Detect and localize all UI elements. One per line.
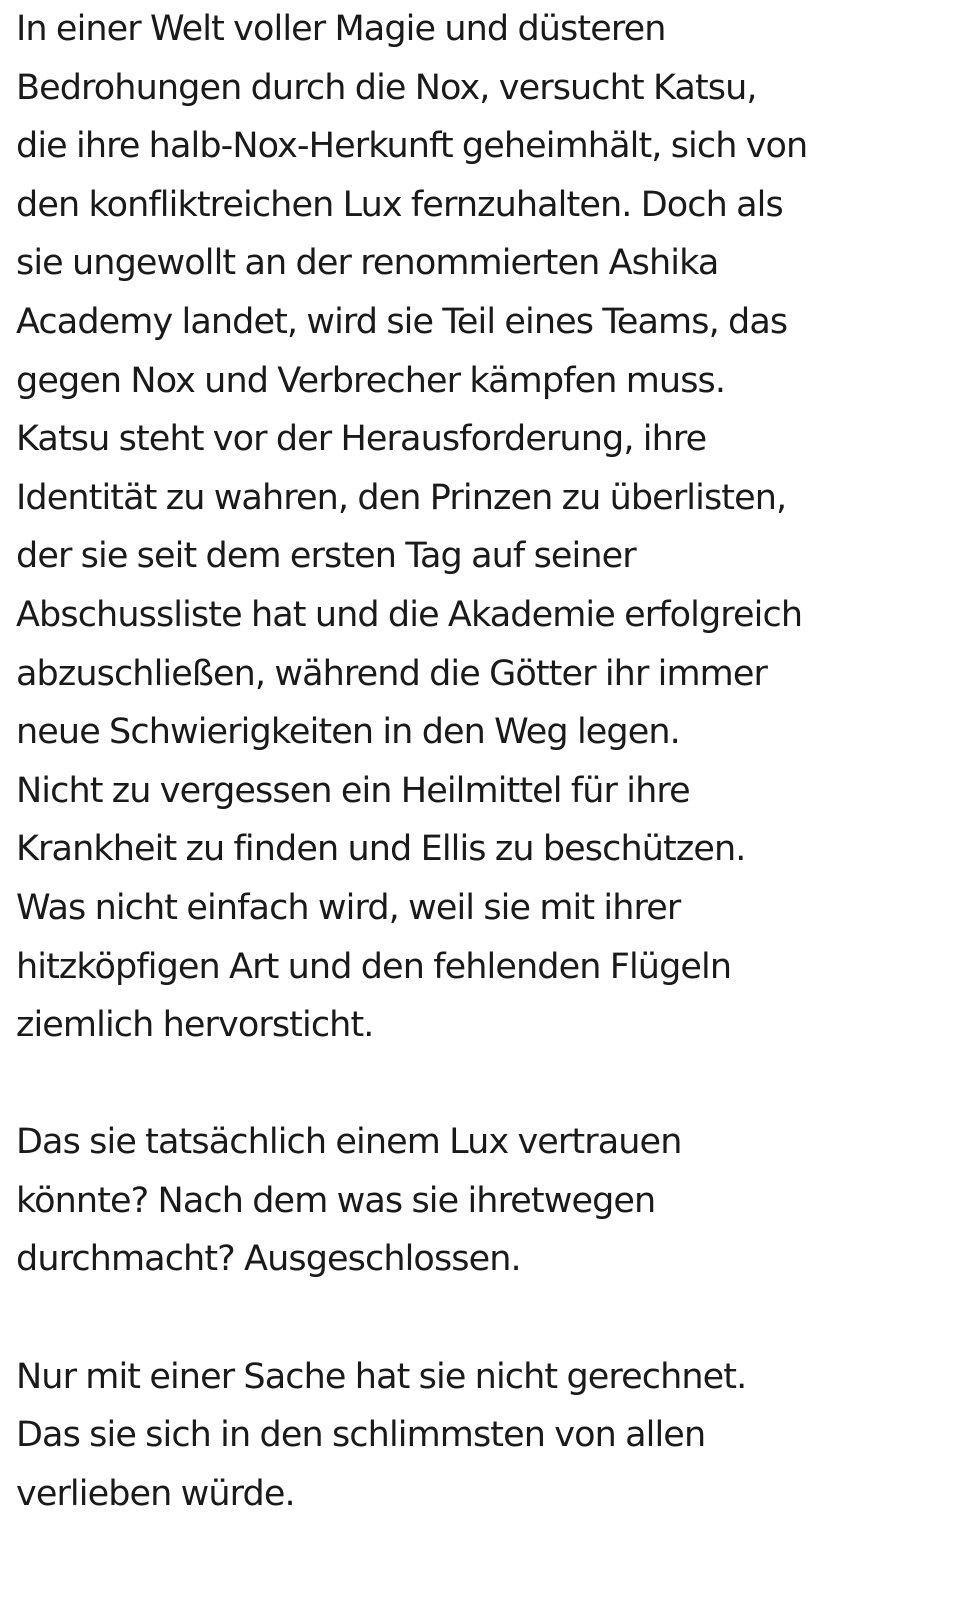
text-line: die ihre halb-Nox-Herkunft geheimhält, sich von xyxy=(16,126,808,167)
text-line: gegen Nox und Verbrecher kämpfen muss. xyxy=(16,360,726,401)
text-line: könnte? Nach dem was sie ihretwegen xyxy=(16,1180,656,1221)
text-line: verlieben würde. xyxy=(16,1473,295,1514)
text-line: Krankheit zu finden und Ellis zu beschützen. xyxy=(16,829,746,870)
paragraph-1 xyxy=(16,0,956,1055)
text-line: neue Schwierigkeiten in den Weg legen. xyxy=(16,712,680,753)
text-line: Was nicht einfach wird, weil sie mit ihrer xyxy=(16,887,681,928)
text-line: abzuschließen, während die Götter ihr immer xyxy=(16,653,767,694)
text-line: Das sie tatsächlich einem Lux vertrauen xyxy=(16,1122,682,1163)
text-line: den konfliktreichen Lux fernzuhalten. Doch als xyxy=(16,184,783,225)
paragraph-3 xyxy=(16,1348,956,1524)
text-line: durchmacht? Ausgeschlossen. xyxy=(16,1239,521,1280)
text-line: der sie seit dem ersten Tag auf seiner xyxy=(16,536,636,577)
paragraph-gap xyxy=(16,1289,956,1348)
text-line: Das sie sich in den schlimmsten von allen xyxy=(16,1415,706,1456)
text-line: Academy landet, wird sie Teil eines Teams, das xyxy=(16,301,788,342)
text-line: sie ungewollt an der renommierten Ashika xyxy=(16,243,719,284)
text-line: Nicht zu vergessen ein Heilmittel für ihre xyxy=(16,770,690,811)
story-text xyxy=(16,0,956,1523)
text-line: Abschussliste hat und die Akademie erfolgreich xyxy=(16,594,803,635)
text-line: ziemlich hervorsticht. xyxy=(16,1005,374,1046)
text-line: Nur mit einer Sache hat sie nicht gerechnet. xyxy=(16,1356,747,1397)
text-line: Katsu steht vor der Herausforderung, ihre xyxy=(16,419,707,460)
text-line: In einer Welt voller Magie und düsteren xyxy=(16,9,666,49)
paragraph-2 xyxy=(16,1113,956,1289)
text-line: Bedrohungen durch die Nox, versucht Katsu, xyxy=(16,67,757,108)
text-line: Identität zu wahren, den Prinzen zu überlisten, xyxy=(16,477,787,518)
text-line: hitzköpfigen Art und den fehlenden Flügeln xyxy=(16,946,732,987)
paragraph-gap xyxy=(16,1055,956,1114)
